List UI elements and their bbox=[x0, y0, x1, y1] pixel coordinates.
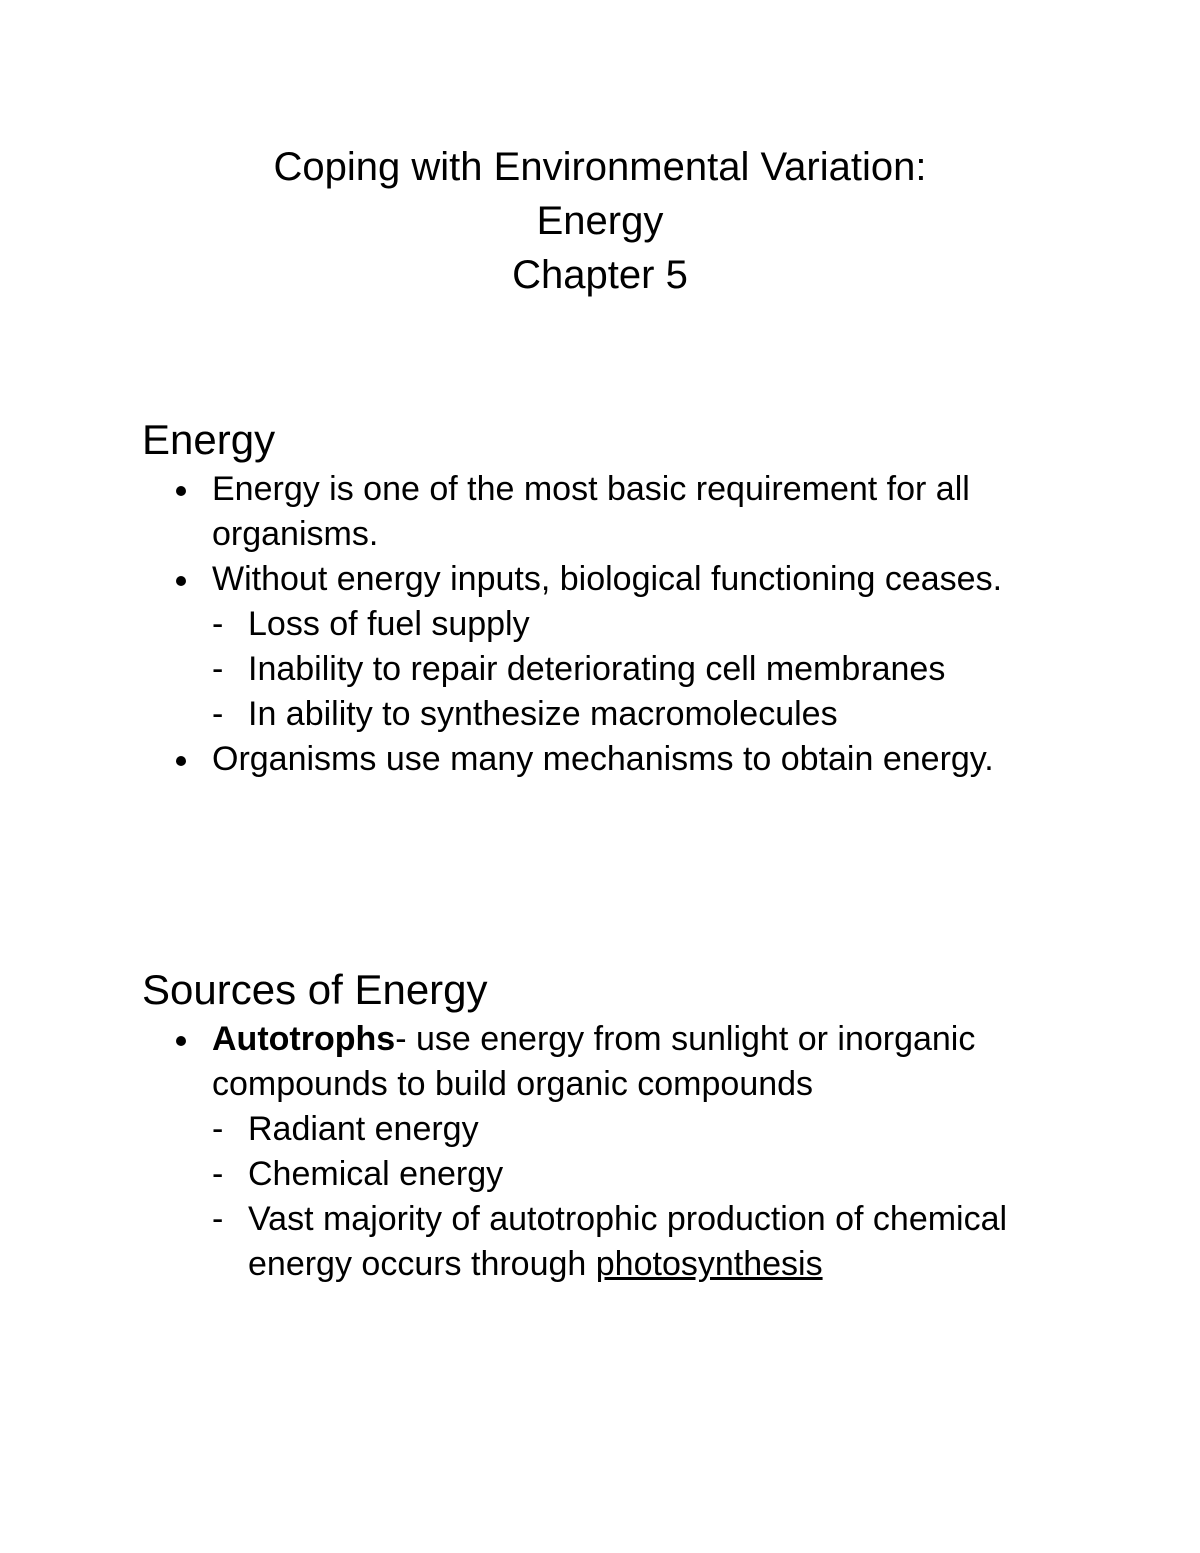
sub-item-text: In ability to synthesize macromolecules bbox=[248, 695, 838, 733]
sub-item-text: Chemical energy bbox=[248, 1155, 504, 1193]
document-title bbox=[0, 140, 1200, 302]
energy-bullet-list bbox=[142, 467, 1102, 782]
dash-marker: - bbox=[212, 695, 224, 733]
dash-marker: - bbox=[212, 1110, 224, 1148]
title-line-1: Coping with Environmental Variation: bbox=[273, 145, 927, 189]
sub-item-text: Vast majority of autotrophic production of chemical energy occurs through bbox=[248, 1200, 1008, 1283]
dash-marker: - bbox=[212, 1155, 224, 1193]
bullet-text: Without energy inputs, biological functioning ceases. bbox=[212, 560, 1003, 598]
sub-item-text: Inability to repair deteriorating cell membranes bbox=[248, 650, 946, 688]
bullet-icon bbox=[176, 756, 186, 766]
sub-list bbox=[212, 1107, 1102, 1287]
dash-marker: - bbox=[212, 650, 224, 688]
dash-marker: - bbox=[212, 605, 224, 643]
sub-list-item bbox=[212, 1152, 1102, 1197]
bullet-icon bbox=[176, 486, 186, 496]
sub-item-text: Radiant energy bbox=[248, 1110, 479, 1148]
bullet-text: Energy is one of the most basic requirement for all organisms. bbox=[212, 470, 970, 553]
bullet-text: Organisms use many mechanisms to obtain energy. bbox=[212, 740, 994, 778]
sub-list-item bbox=[212, 647, 1102, 692]
title-line-2: Energy bbox=[536, 199, 664, 243]
bullet-text: - use energy from sunlight or inorganic compounds to build organic compounds bbox=[212, 1020, 976, 1103]
sub-list-item bbox=[212, 1107, 1102, 1152]
bullet-icon bbox=[176, 576, 186, 586]
sub-list-item bbox=[212, 602, 1102, 647]
section-heading-sources-of-energy: Sources of Energy bbox=[142, 966, 488, 1013]
term-autotrophs: Autotrophs bbox=[212, 1020, 396, 1058]
list-item bbox=[142, 737, 1102, 782]
term-photosynthesis: photosynthesis bbox=[595, 1245, 823, 1283]
sub-list bbox=[212, 602, 1102, 737]
list-item bbox=[142, 467, 1102, 557]
sub-list-item bbox=[212, 1197, 1102, 1287]
list-item bbox=[142, 557, 1102, 737]
sub-list-item bbox=[212, 692, 1102, 737]
sub-item-text: Loss of fuel supply bbox=[248, 605, 530, 643]
list-item bbox=[142, 1017, 1102, 1287]
sources-bullet-list bbox=[142, 1017, 1102, 1287]
dash-marker: - bbox=[212, 1200, 224, 1238]
bullet-icon bbox=[176, 1036, 186, 1046]
section-heading-energy: Energy bbox=[142, 416, 276, 463]
title-line-3: Chapter 5 bbox=[512, 253, 688, 297]
